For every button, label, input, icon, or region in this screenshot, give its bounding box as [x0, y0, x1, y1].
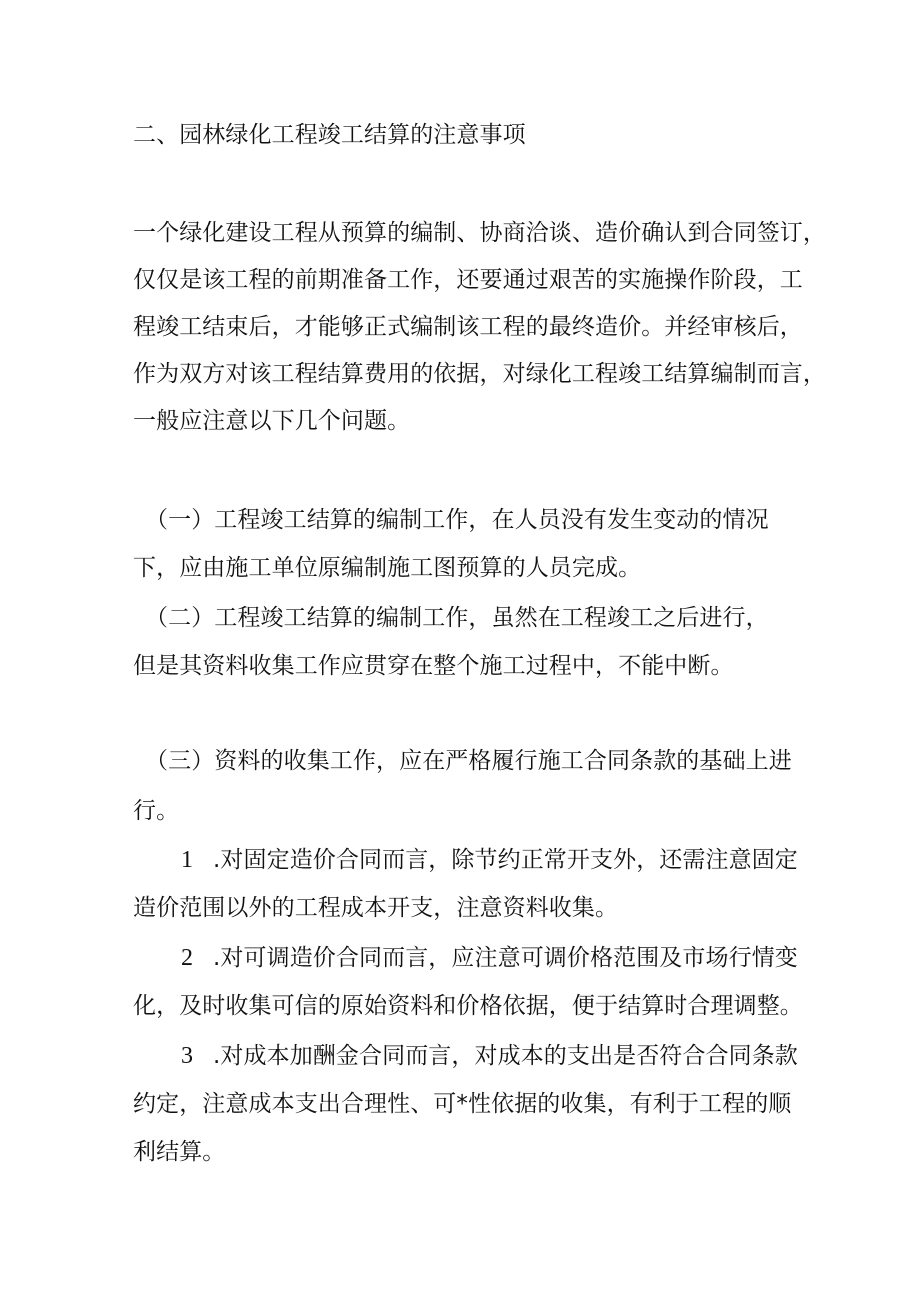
subitem-3-line-3: 利结算。 [133, 1139, 226, 1165]
item-3-line-1: （三）资料的收集工作，应在严格履行施工合同条款的基础上进 [145, 748, 792, 774]
subitem-3-line-2: 约定，注意成本支出合理性、可*性依据的收集，有利于工程的顺 [133, 1091, 792, 1117]
subitem-1-line-1 [181, 845, 798, 875]
subitem-1-text-1: .对固定造价合同而言，除节约正常开支外，还需注意固定 [213, 847, 798, 873]
section-heading: 二、园林绿化工程竣工结算的注意事项 [133, 122, 526, 148]
subitem-1-line-2: 造价范围以外的工程成本开支，注意资料收集。 [133, 895, 619, 921]
intro-line-4: 作为双方对该工程结算费用的依据，对绿化工程竣工结算编制而言， [133, 361, 826, 387]
subitem-3-line-1 [181, 1041, 798, 1071]
subitem-2-line-1 [181, 943, 798, 973]
item-1-line-2: 下，应由施工单位原编制施工图预算的人员完成。 [133, 555, 642, 581]
subitem-2-text-1: .对可调造价合同而言，应注意可调价格范围及市场行情变 [213, 945, 798, 971]
subitem-2-line-2: 化，及时收集可信的原始资料和价格依据，便于结算时合理调整。 [133, 993, 803, 1019]
subitem-3-text-1: .对成本加酬金合同而言，对成本的支出是否符合合同条款 [213, 1043, 798, 1069]
item-2-line-1: （二）工程竣工结算的编制工作，虽然在工程竣工之后进行， [145, 605, 769, 631]
intro-line-2: 仅仅是该工程的前期准备工作，还要通过艰苦的实施操作阶段，工 [133, 267, 803, 293]
intro-line-1: 一个绿化建设工程从预算的编制、协商洽谈、造价确认到合同签订， [133, 220, 826, 246]
subitem-1-number: 1 [181, 847, 194, 873]
item-2-line-2: 但是其资料收集工作应贯穿在整个施工过程中，不能中断。 [133, 653, 734, 679]
item-3-line-2: 行。 [133, 798, 180, 824]
intro-line-5: 一般应注意以下几个问题。 [133, 408, 411, 434]
subitem-3-number: 3 [181, 1043, 194, 1069]
item-1-line-1: （一）工程竣工结算的编制工作，在人员没有发生变动的情况 [145, 507, 769, 533]
subitem-2-number: 2 [181, 945, 194, 971]
intro-line-3: 程竣工结束后，才能够正式编制该工程的最终造价。并经审核后， [133, 314, 803, 340]
